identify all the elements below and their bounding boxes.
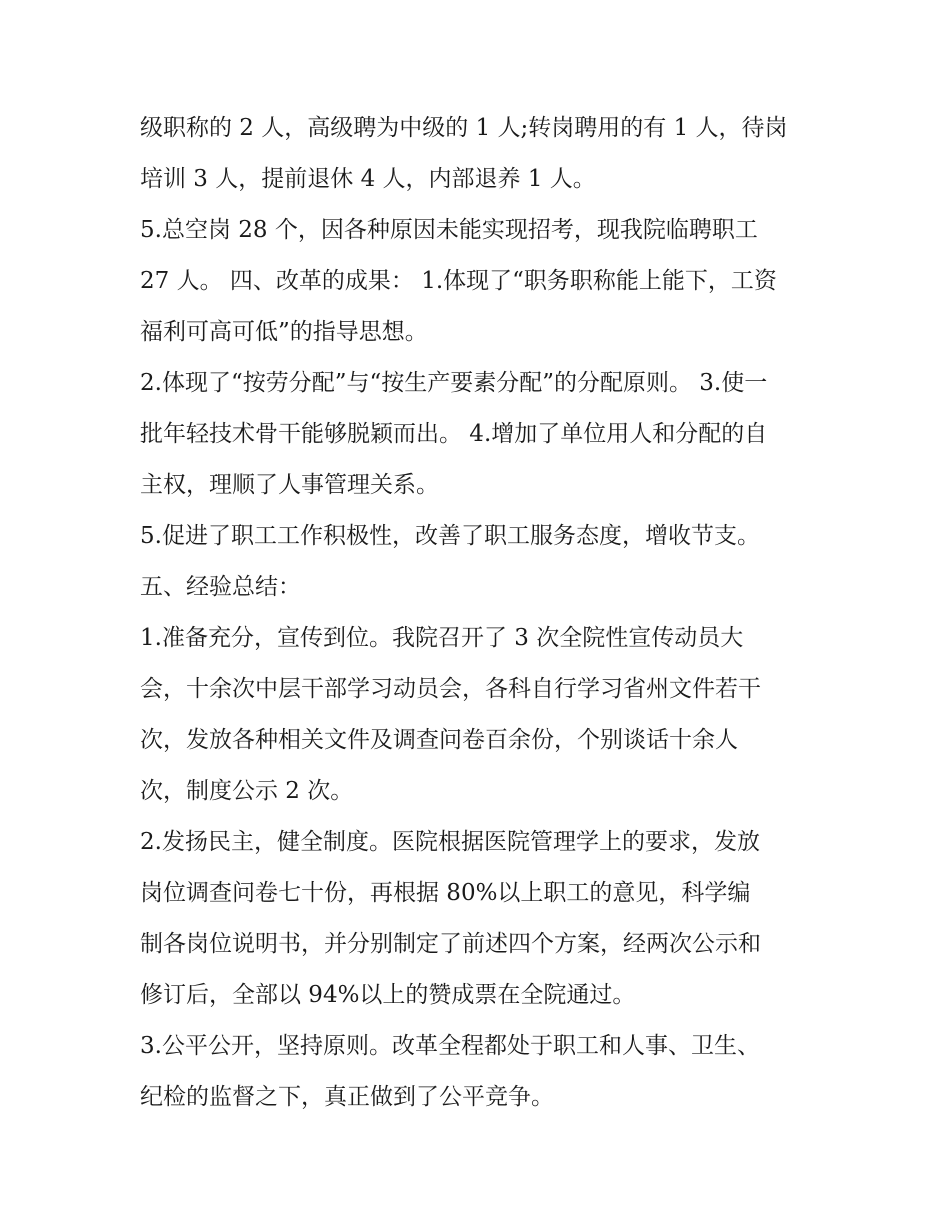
- text-line: 福利可高可低”的指导思想。: [140, 319, 428, 345]
- text-line: 级职称的 2 人，高级聘为中级的 1 人;转岗聘用的有 1 人，待岗: [140, 115, 788, 141]
- text-line: 纪检的监督之下，真正做到了公平竞争。: [140, 1084, 554, 1110]
- text-line: 次，制度公示 2 次。: [140, 778, 354, 804]
- text-line: 3.公平公开，坚持原则。改革全程都处于职工和人事、卫生、: [140, 1033, 760, 1059]
- text-line: 培训 3 人，提前退休 4 人，内部退养 1 人。: [140, 166, 596, 192]
- text-line: 批年轻技术骨干能够脱颖而出。 4.增加了单位用人和分配的自: [140, 421, 768, 447]
- body-text: [140, 103, 820, 1123]
- text-line: 会，十余次中层干部学习动员会，各科自行学习省州文件若干: [140, 676, 761, 702]
- text-line: 制各岗位说明书，并分别制定了前述四个方案，经两次公示和: [140, 931, 761, 957]
- text-line: 2.体现了“按劳分配”与“按生产要素分配”的分配原则。 3.使一: [140, 370, 768, 396]
- section-heading: 五、经验总结：: [140, 574, 301, 600]
- text-line: 1.准备充分，宣传到位。我院召开了 3 次全院性宣传动员大: [140, 625, 744, 651]
- text-line: 27 人。 四、改革的成果： 1.体现了“职务职称能上能下，工资: [140, 268, 777, 294]
- text-line: 岗位调查问卷七十份，再根据 80%以上职工的意见，科学编: [140, 880, 751, 906]
- text-line: 5.促进了职工工作积极性，改善了职工服务态度，增收节支。: [140, 523, 760, 549]
- text-line: 修订后，全部以 94%以上的赞成票在全院通过。: [140, 982, 636, 1008]
- text-line: 主权，理顺了人事管理关系。: [140, 472, 439, 498]
- text-line: 次，发放各种相关文件及调查问卷百余份，个别谈话十余人: [140, 727, 738, 753]
- text-line: 5.总空岗 28 个，因各种原因未能实现招考，现我院临聘职工: [140, 217, 758, 243]
- text-line: 2.发扬民主，健全制度。医院根据医院管理学上的要求，发放: [140, 829, 760, 855]
